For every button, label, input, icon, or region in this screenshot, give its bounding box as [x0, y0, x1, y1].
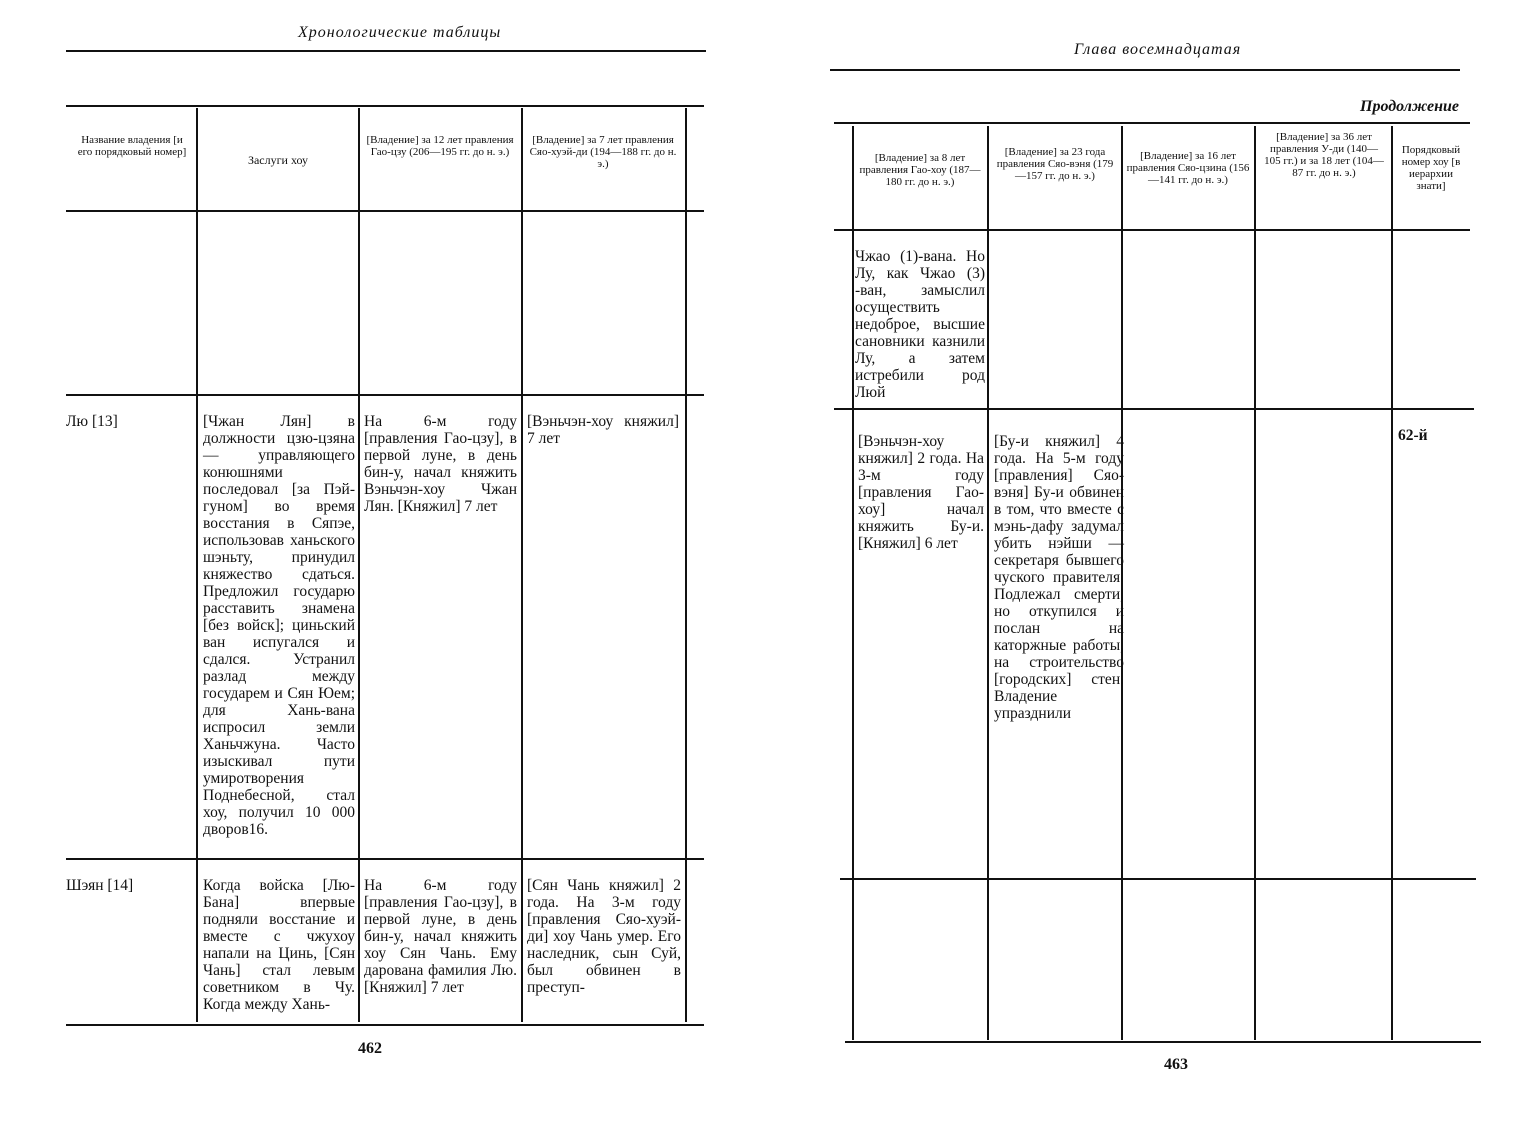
row-xiaohui-sheyan: [Сян Чань княжил] 2 года. На 3-м году [правления Сяо-хуэй-ди] хоу Чань умер. Его наследник, сын Суй, был обвинен в преступ- — [527, 877, 681, 996]
continued-fragment: Чжао (1)-вана. Но Лу, как Чжао (3) -ван, замыслил осуществить недоброе, высшие сановники казнили Лу, а затем истребили род Люй — [855, 248, 985, 401]
col-divider-left-1 — [196, 108, 198, 1022]
col-header-gaohou: [Владение] за 8 лет правления Гао-хоу (187—180 гг. до н. э.) — [859, 152, 981, 188]
col-divider-left-3 — [521, 108, 523, 1022]
col-header-gaozu: [Владение] за 12 лет правления Гао-цзу (206—195 гг. до н. э.) — [366, 134, 514, 158]
header-rule-right — [830, 69, 1460, 71]
table-bottom-rule-right — [845, 1041, 1481, 1043]
col-header-rank: Порядковый номер хоу [в иерархии знати] — [1401, 144, 1461, 192]
col-header-merits: Заслуги хоу — [247, 153, 309, 167]
row-gaozu-liu: На 6-м году [правления Гао-цзу], в первой луне, в день бин-у, начал княжить Вэньчэн-хоу Чжан Лян. [Княжил] 7 лет — [364, 413, 517, 515]
table-top-rule-left — [66, 105, 704, 107]
row-xiaohui-liu: [Вэньчэн-хоу княжил] 7 лет — [527, 413, 679, 447]
table-header-rule-left — [66, 210, 704, 212]
table-bottom-rule-left — [66, 1024, 704, 1026]
page-number-right: 463 — [1164, 1056, 1188, 1073]
continuation-label: Продолжение — [1360, 98, 1459, 115]
row-name-liu: Лю [13] — [66, 413, 118, 430]
row-rank: 62-й — [1398, 427, 1428, 444]
col-header-xiaohui: [Владение] за 7 лет правления Сяо-хуэй-ди (194—188 гг. до н. э.) — [529, 134, 677, 170]
header-rule-left — [66, 50, 706, 52]
col-header-wudi: [Владение] за 36 лет правления У-ди (140—105 гг.) и за 18 лет (104—87 гг. до н. э.) — [1264, 131, 1384, 179]
col-divider-left-2 — [358, 108, 360, 1022]
col-divider-right-1 — [987, 126, 989, 1040]
row-divider-right-1 — [834, 408, 1474, 410]
row-merits-liu: [Чжан Лян] в должности цзю-цзяна — управляющего конюшнями последовал [за Пэй-гуном] во время восстания в Сяпэе, использовав ханьского шэньту, принудил княжество сдаться. Предложил государю расставить знамена [без войск]; циньский ван испугался и сдался. Устранил разлад между государем и Сян Юем; для Хань-вана испросил земли Ханьчжуна. Часто изыскивал пути умиротворения Поднебесной, стал хоу, получил 10 000 дворов16. — [203, 413, 355, 838]
col-divider-right-0 — [852, 126, 854, 1040]
running-head-right: Глава восемнадцатая — [1074, 41, 1242, 58]
row-divider-left-1 — [66, 394, 704, 396]
col-divider-left-4 — [685, 108, 687, 1022]
table-header-rule-right — [834, 229, 1470, 231]
col-header-xiaojing: [Владение] за 16 лет правления Сяо-цзина (156—141 гг. до н. э.) — [1126, 150, 1250, 186]
table-top-rule-right — [834, 122, 1470, 124]
page-number-left: 462 — [358, 1040, 382, 1057]
row-name-sheyan: Шэян [14] — [66, 877, 134, 894]
row-merits-sheyan: Когда войска [Лю-Бана] впервые подняли восстание и вместе с чжухоу напали на Цинь, [Сян Чань] стал левым советником в Чу. Когда между Хань- — [203, 877, 355, 1013]
row-divider-left-2 — [66, 858, 704, 860]
col-divider-right-3 — [1254, 126, 1256, 1040]
row-xiaowen: [Бу-и княжил] 4 года. На 5-м году [правления] Сяо-вэня] Бу-и обвинен в том, что вместе с мэнь-дафу задумал убить нэйши — секретаря бывшего чуского правителя. Подлежал смерти, но откупился и послан на каторжные работы, на строительство [городских] стен. Владение упразднили — [994, 433, 1124, 722]
col-header-xiaowen: [Владение] за 23 года правления Сяо-вэня (179—157 гг. до н. э.) — [996, 146, 1114, 182]
col-divider-right-4 — [1391, 126, 1393, 1040]
row-divider-right-2 — [840, 878, 1476, 880]
running-head-left: Хронологические таблицы — [298, 24, 502, 41]
row-gaohou: [Вэньчэн-хоу княжил] 2 года. На 3-м году [правления Гао-хоу] начал княжить Бу-и. [Княжил] 6 лет — [858, 433, 984, 552]
col-header-name: Название владения [и его порядковый номер] — [77, 134, 187, 158]
row-gaozu-sheyan: На 6-м году [правления Гао-цзу], в первой луне, в день бин-у, начал княжить хоу Сян Чань. Ему дарована фамилия Лю. [Княжил] 7 лет — [364, 877, 517, 996]
